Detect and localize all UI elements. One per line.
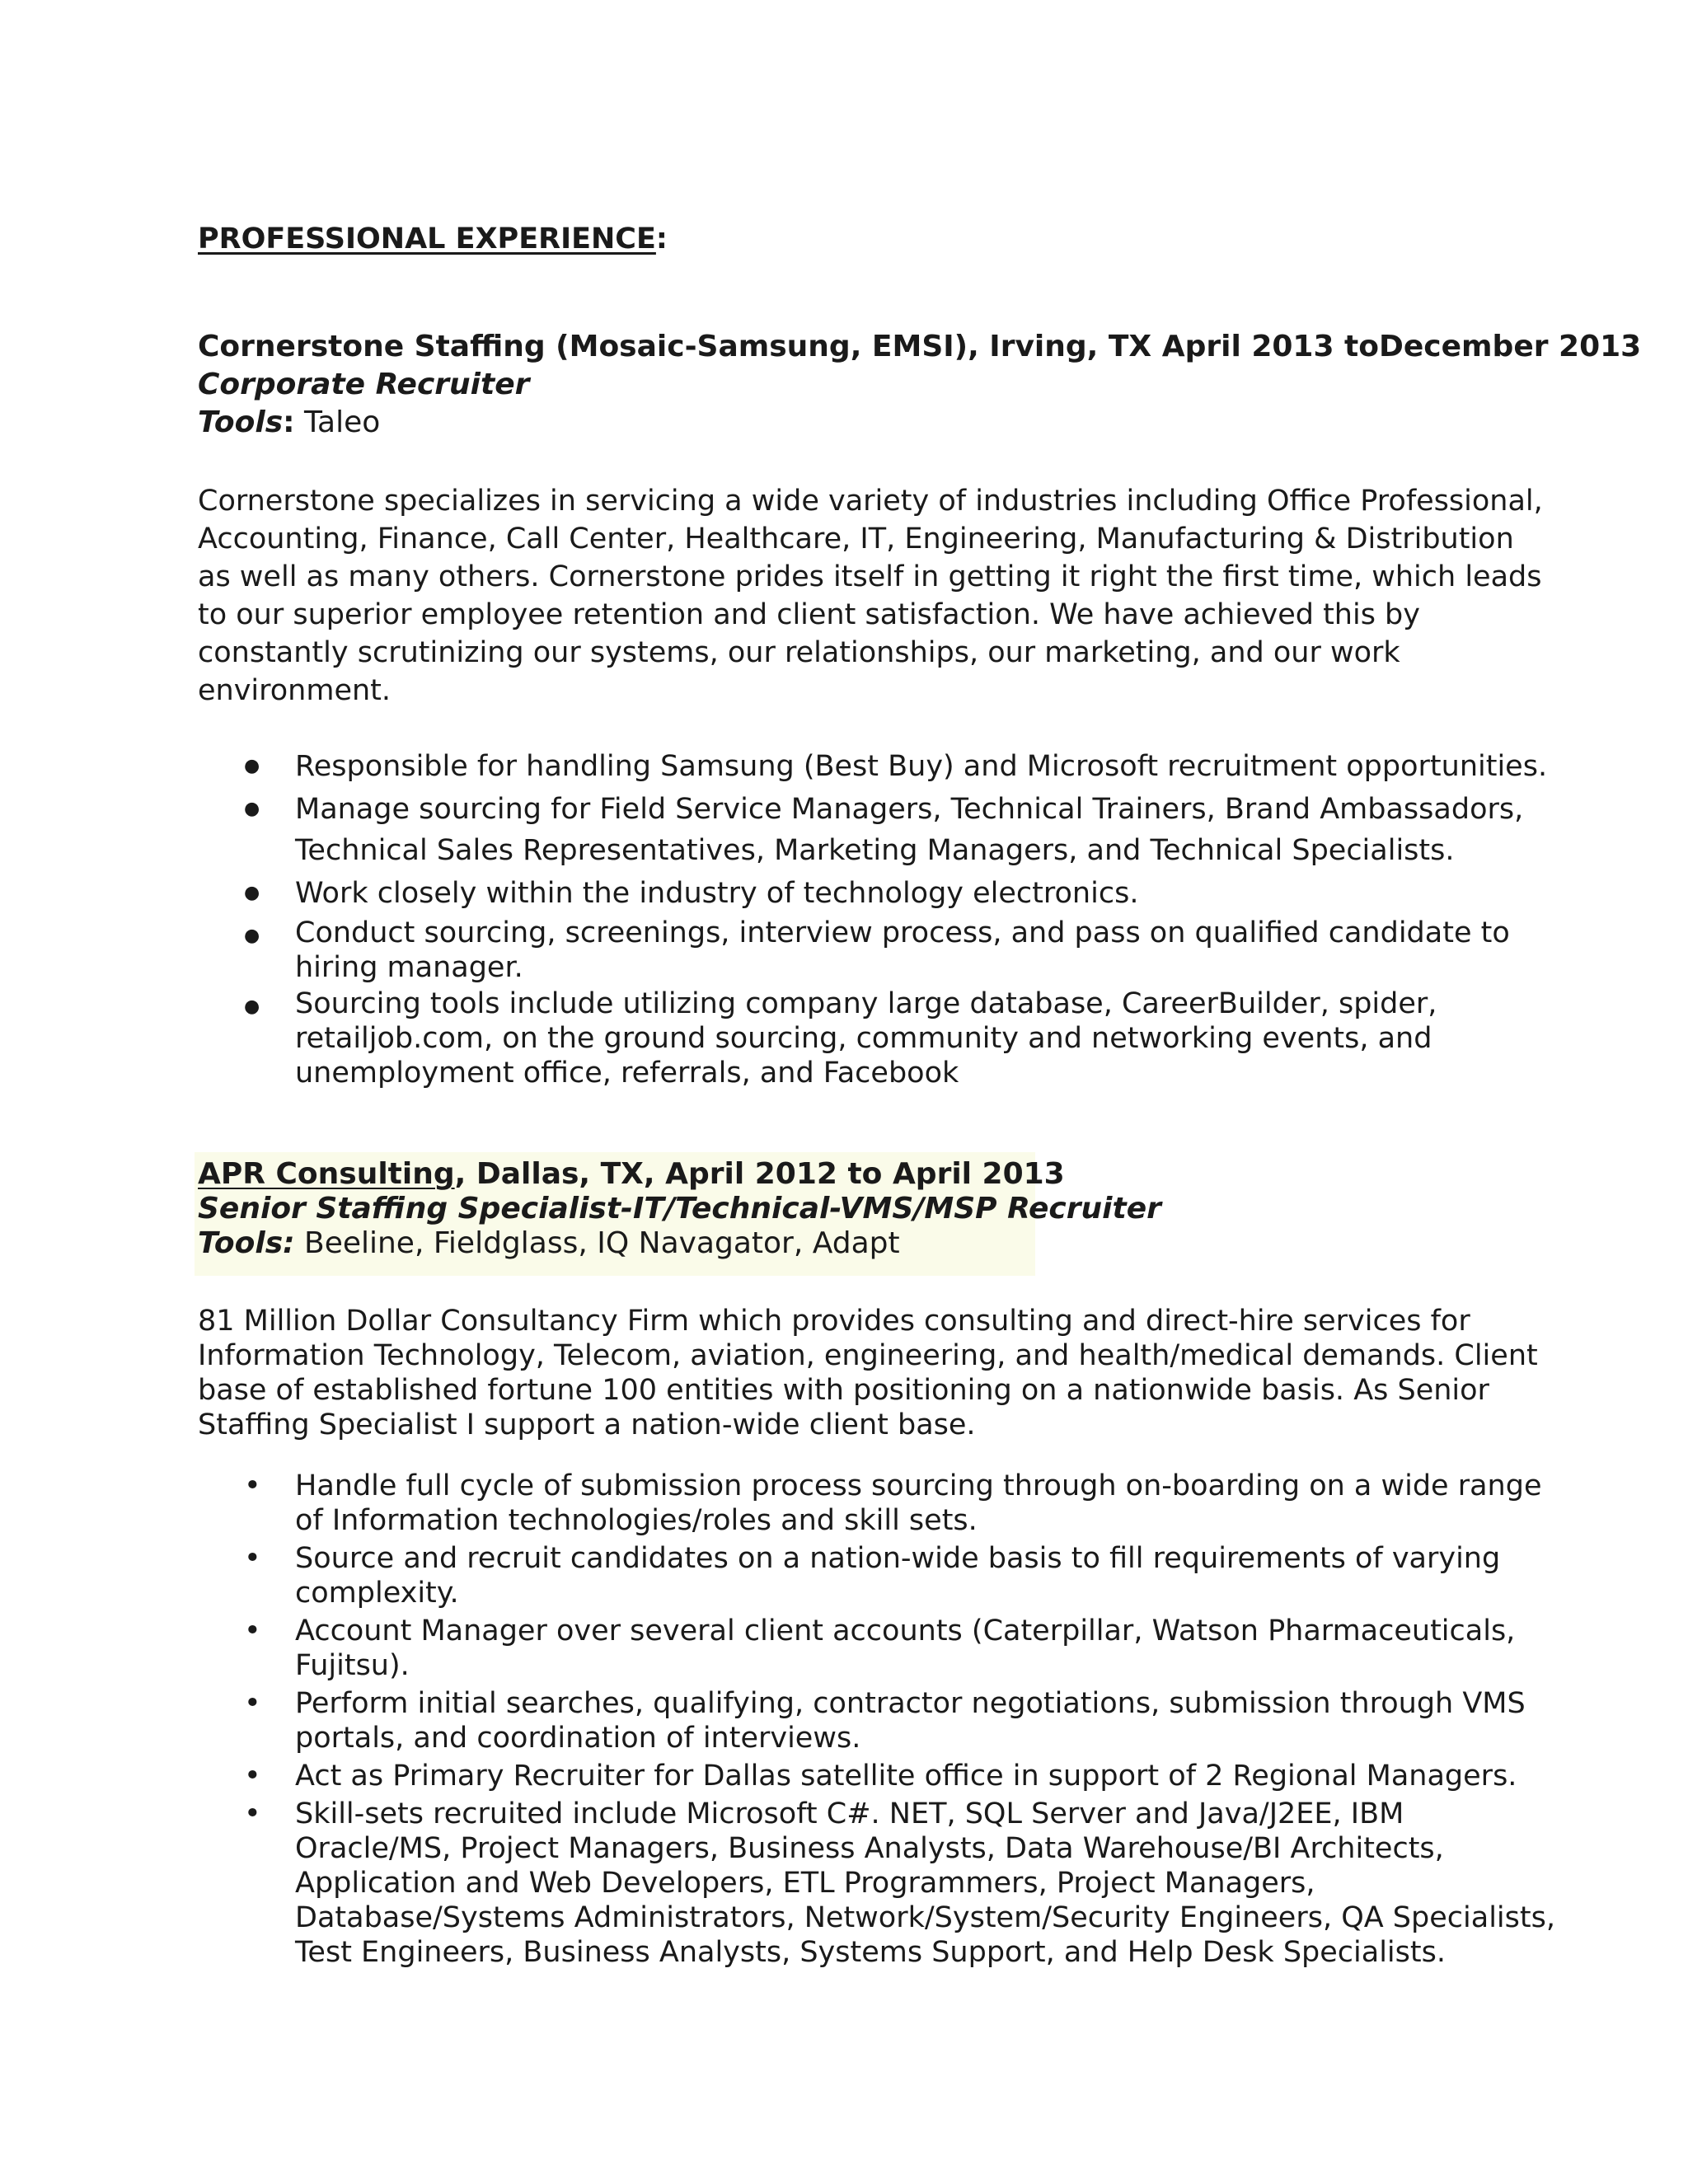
description-line: 81 Million Dollar Consultancy Firm which provides consulting and direct-hire services for (198, 1305, 1470, 1338)
description-line: base of established fortune 100 entities with positioning on a nationwide basis. As Senior (198, 1374, 1489, 1407)
description-line: to our superior employee retention and client satisfaction. We have achieved this by (198, 598, 1420, 631)
bullet-icon: ● (244, 756, 260, 776)
tools-label: Tools (198, 405, 284, 439)
bullet-icon: ● (244, 883, 260, 903)
job-header-apr (198, 1157, 1161, 1261)
description-line: Information Technology, Telecom, aviation, engineering, and health/medical demands. Client (198, 1339, 1538, 1372)
job-title: Senior Staffing Specialist-IT/Technical-VMS/MSP Recruiter (198, 1192, 1161, 1226)
description-line: Cornerstone specializes in servicing a wide variety of industries including Office Professional, (198, 485, 1543, 518)
list-item: ● Sourcing tools include utilizing company large database, CareerBuilder, spider, retailjob.com, on the ground sourcing, community and networking events, and unemployment office, referrals, and Facebook (244, 987, 1437, 1090)
bullet-icon: • (244, 1542, 261, 1575)
company-description (198, 482, 1543, 710)
company-line: Cornerstone Staffing (Mosaic-Samsung, EMSI), Irving, TX April 2013 toDecember 2013 (198, 330, 1642, 363)
list-item: • Handle full cycle of submission process sourcing through on-boarding on a wide range of Information technologies/roles and skill sets. (244, 1469, 1542, 1537)
responsibilities-list (198, 1469, 1555, 1970)
tools-value: Taleo (294, 405, 381, 439)
job-title: Corporate Recruiter (198, 368, 530, 401)
list-item: ● Conduct sourcing, screenings, interview process, and pass on qualified candidate to hiring manager. (244, 916, 1510, 984)
job-header-cornerstone (198, 328, 1641, 442)
list-item: • Account Manager over several client accounts (Caterpillar, Watson Pharmaceuticals, Fujitsu). (244, 1615, 1516, 1682)
section-title-colon: : (655, 223, 668, 255)
company-line (198, 1157, 1161, 1192)
bullet-icon: • (244, 1469, 261, 1502)
bullet-icon: ● (244, 996, 260, 1017)
description-line: environment. (198, 674, 392, 707)
company-name: APR Consulting (198, 1157, 455, 1191)
section-title-text: PROFESSIONAL EXPERIENCE (198, 223, 656, 255)
company-description (198, 1304, 1538, 1442)
tools-label: Tools: (198, 1226, 295, 1260)
list-item: • Act as Primary Recruiter for Dallas satellite office in support of 2 Regional Managers. (244, 1760, 1517, 1793)
tools-value: Beeline, Fieldglass, IQ Navagator, Adapt (294, 1226, 900, 1260)
description-line: constantly scrutinizing our systems, our relationships, our marketing, and our work (198, 636, 1400, 669)
bullet-icon: ● (244, 799, 260, 819)
bullet-icon: • (244, 1687, 261, 1720)
description-line: as well as many others. Cornerstone prides itself in getting it right the first time, which leads (198, 560, 1542, 593)
company-details: , Dallas, TX, April 2012 to April 2013 (454, 1157, 1065, 1191)
tools-colon: : (283, 405, 295, 439)
list-item: • Skill-sets recruited include Microsoft C#. NET, SQL Server and Java/J2EE, IBM Oracle/MS, Project Managers, Business Analysts, Data Warehouse/BI Architects, Application and Web Developers, ETL Programmers, Project Managers, Database/Systems Administrators, Network/System/Security Engineers, QA Specialists, Test Engineers, Business Analysts, Systems Support, and Help Desk Specialists. (244, 1797, 1555, 1969)
list-item: ● Work closely within the industry of technology electronics. (198, 873, 1547, 914)
list-item: • Source and recruit candidates on a nation-wide basis to fill requirements of varying complexity. (244, 1542, 1501, 1610)
bullet-icon: ● (244, 926, 260, 946)
bullet-icon: • (244, 1797, 261, 1830)
section-title (198, 221, 668, 257)
description-line: Accounting, Finance, Call Center, Healthcare, IT, Engineering, Manufacturing & Distribution (198, 523, 1514, 555)
list-item: ● Responsible for handling Samsung (Best Buy) and Microsoft recruitment opportunities. (198, 746, 1547, 787)
description-line: Staffing Specialist I support a nation-wide client base. (198, 1408, 976, 1441)
list-item: ● Manage sourcing for Field Service Managers, Technical Trainers, Brand Ambassadors, Technical Sales Representatives, Marketing Managers, and Technical Specialists. (198, 789, 1547, 871)
bullet-icon: • (244, 1760, 261, 1793)
responsibilities-list (198, 746, 1547, 1090)
tools-line (198, 1226, 1161, 1261)
list-item: • Perform initial searches, qualifying, contractor negotiations, submission through VMS portals, and coordination of interviews. (244, 1687, 1526, 1755)
tools-line (198, 404, 1641, 442)
bullet-icon: • (244, 1615, 261, 1647)
